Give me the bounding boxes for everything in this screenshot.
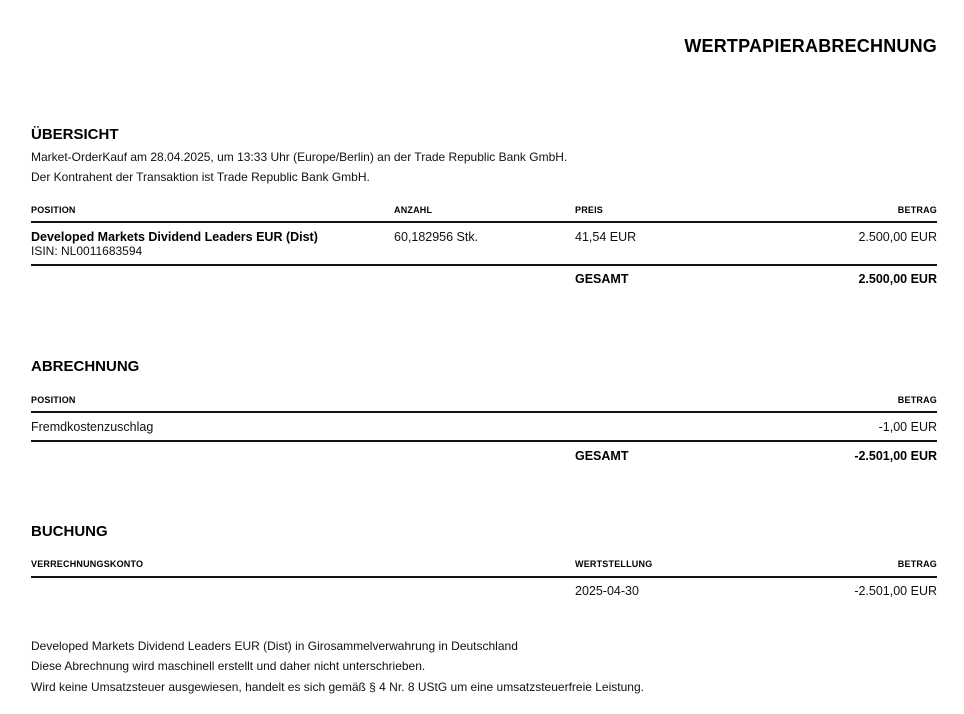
- overview-total-label: GESAMT: [575, 272, 629, 286]
- overview-col-position: POSITION: [31, 205, 76, 215]
- settlement-heading: ABRECHNUNG: [31, 358, 140, 375]
- security-isin: ISIN: NL0011683594: [31, 244, 143, 258]
- booking-header-rule: [31, 576, 937, 578]
- overview-counterparty-text: Der Kontrahent der Transaktion ist Trade Republic Bank GmbH.: [31, 170, 370, 184]
- overview-order-text: Market-OrderKauf am 28.04.2025, um 13:33 Uhr (Europe/Berlin) an der Trade Republic Bank GmbH.: [31, 150, 568, 164]
- security-quantity: 60,182956 Stk.: [394, 230, 479, 244]
- overview-col-quantity: ANZAHL: [394, 205, 433, 215]
- overview-col-price: PREIS: [575, 205, 604, 215]
- booking-col-account: VERRECHNUNGSKONTO: [31, 559, 144, 569]
- overview-heading: ÜBERSICHT: [31, 126, 119, 143]
- booking-heading: BUCHUNG: [31, 523, 108, 540]
- fee-amount: -1,00 EUR: [878, 420, 937, 434]
- settlement-total-value: -2.501,00 EUR: [854, 449, 937, 463]
- booking-col-value-date: WERTSTELLUNG: [575, 559, 653, 569]
- overview-col-amount: BETRAG: [897, 205, 937, 215]
- fee-label: Fremdkostenzuschlag: [31, 420, 154, 434]
- footer-custody-note: Developed Markets Dividend Leaders EUR (Dist) in Girosammelverwahrung in Deutschland: [31, 639, 518, 653]
- footer-tax-note: Wird keine Umsatzsteuer ausgewiesen, handelt es sich gemäß § 4 Nr. 8 UStG um eine umsatzsteuerfreie Leistung.: [31, 680, 644, 694]
- settlement-total-label: GESAMT: [575, 449, 629, 463]
- booking-col-amount: BETRAG: [897, 559, 937, 569]
- settlement-col-position: POSITION: [31, 395, 76, 405]
- overview-row-rule: [31, 264, 937, 266]
- settlement-col-amount: BETRAG: [897, 395, 937, 405]
- security-name: Developed Markets Dividend Leaders EUR (Dist): [31, 230, 318, 244]
- booking-value-date: 2025-04-30: [575, 584, 639, 598]
- footer-machine-note: Diese Abrechnung wird maschinell erstellt und daher nicht unterschrieben.: [31, 659, 426, 673]
- settlement-header-rule: [31, 411, 937, 413]
- overview-header-rule: [31, 221, 937, 223]
- document-title: WERTPAPIERABRECHNUNG: [684, 36, 937, 56]
- overview-total-value: 2.500,00 EUR: [858, 272, 937, 286]
- settlement-row-rule: [31, 440, 937, 442]
- security-amount: 2.500,00 EUR: [858, 230, 937, 244]
- booking-amount: -2.501,00 EUR: [854, 584, 937, 598]
- security-price: 41,54 EUR: [575, 230, 637, 244]
